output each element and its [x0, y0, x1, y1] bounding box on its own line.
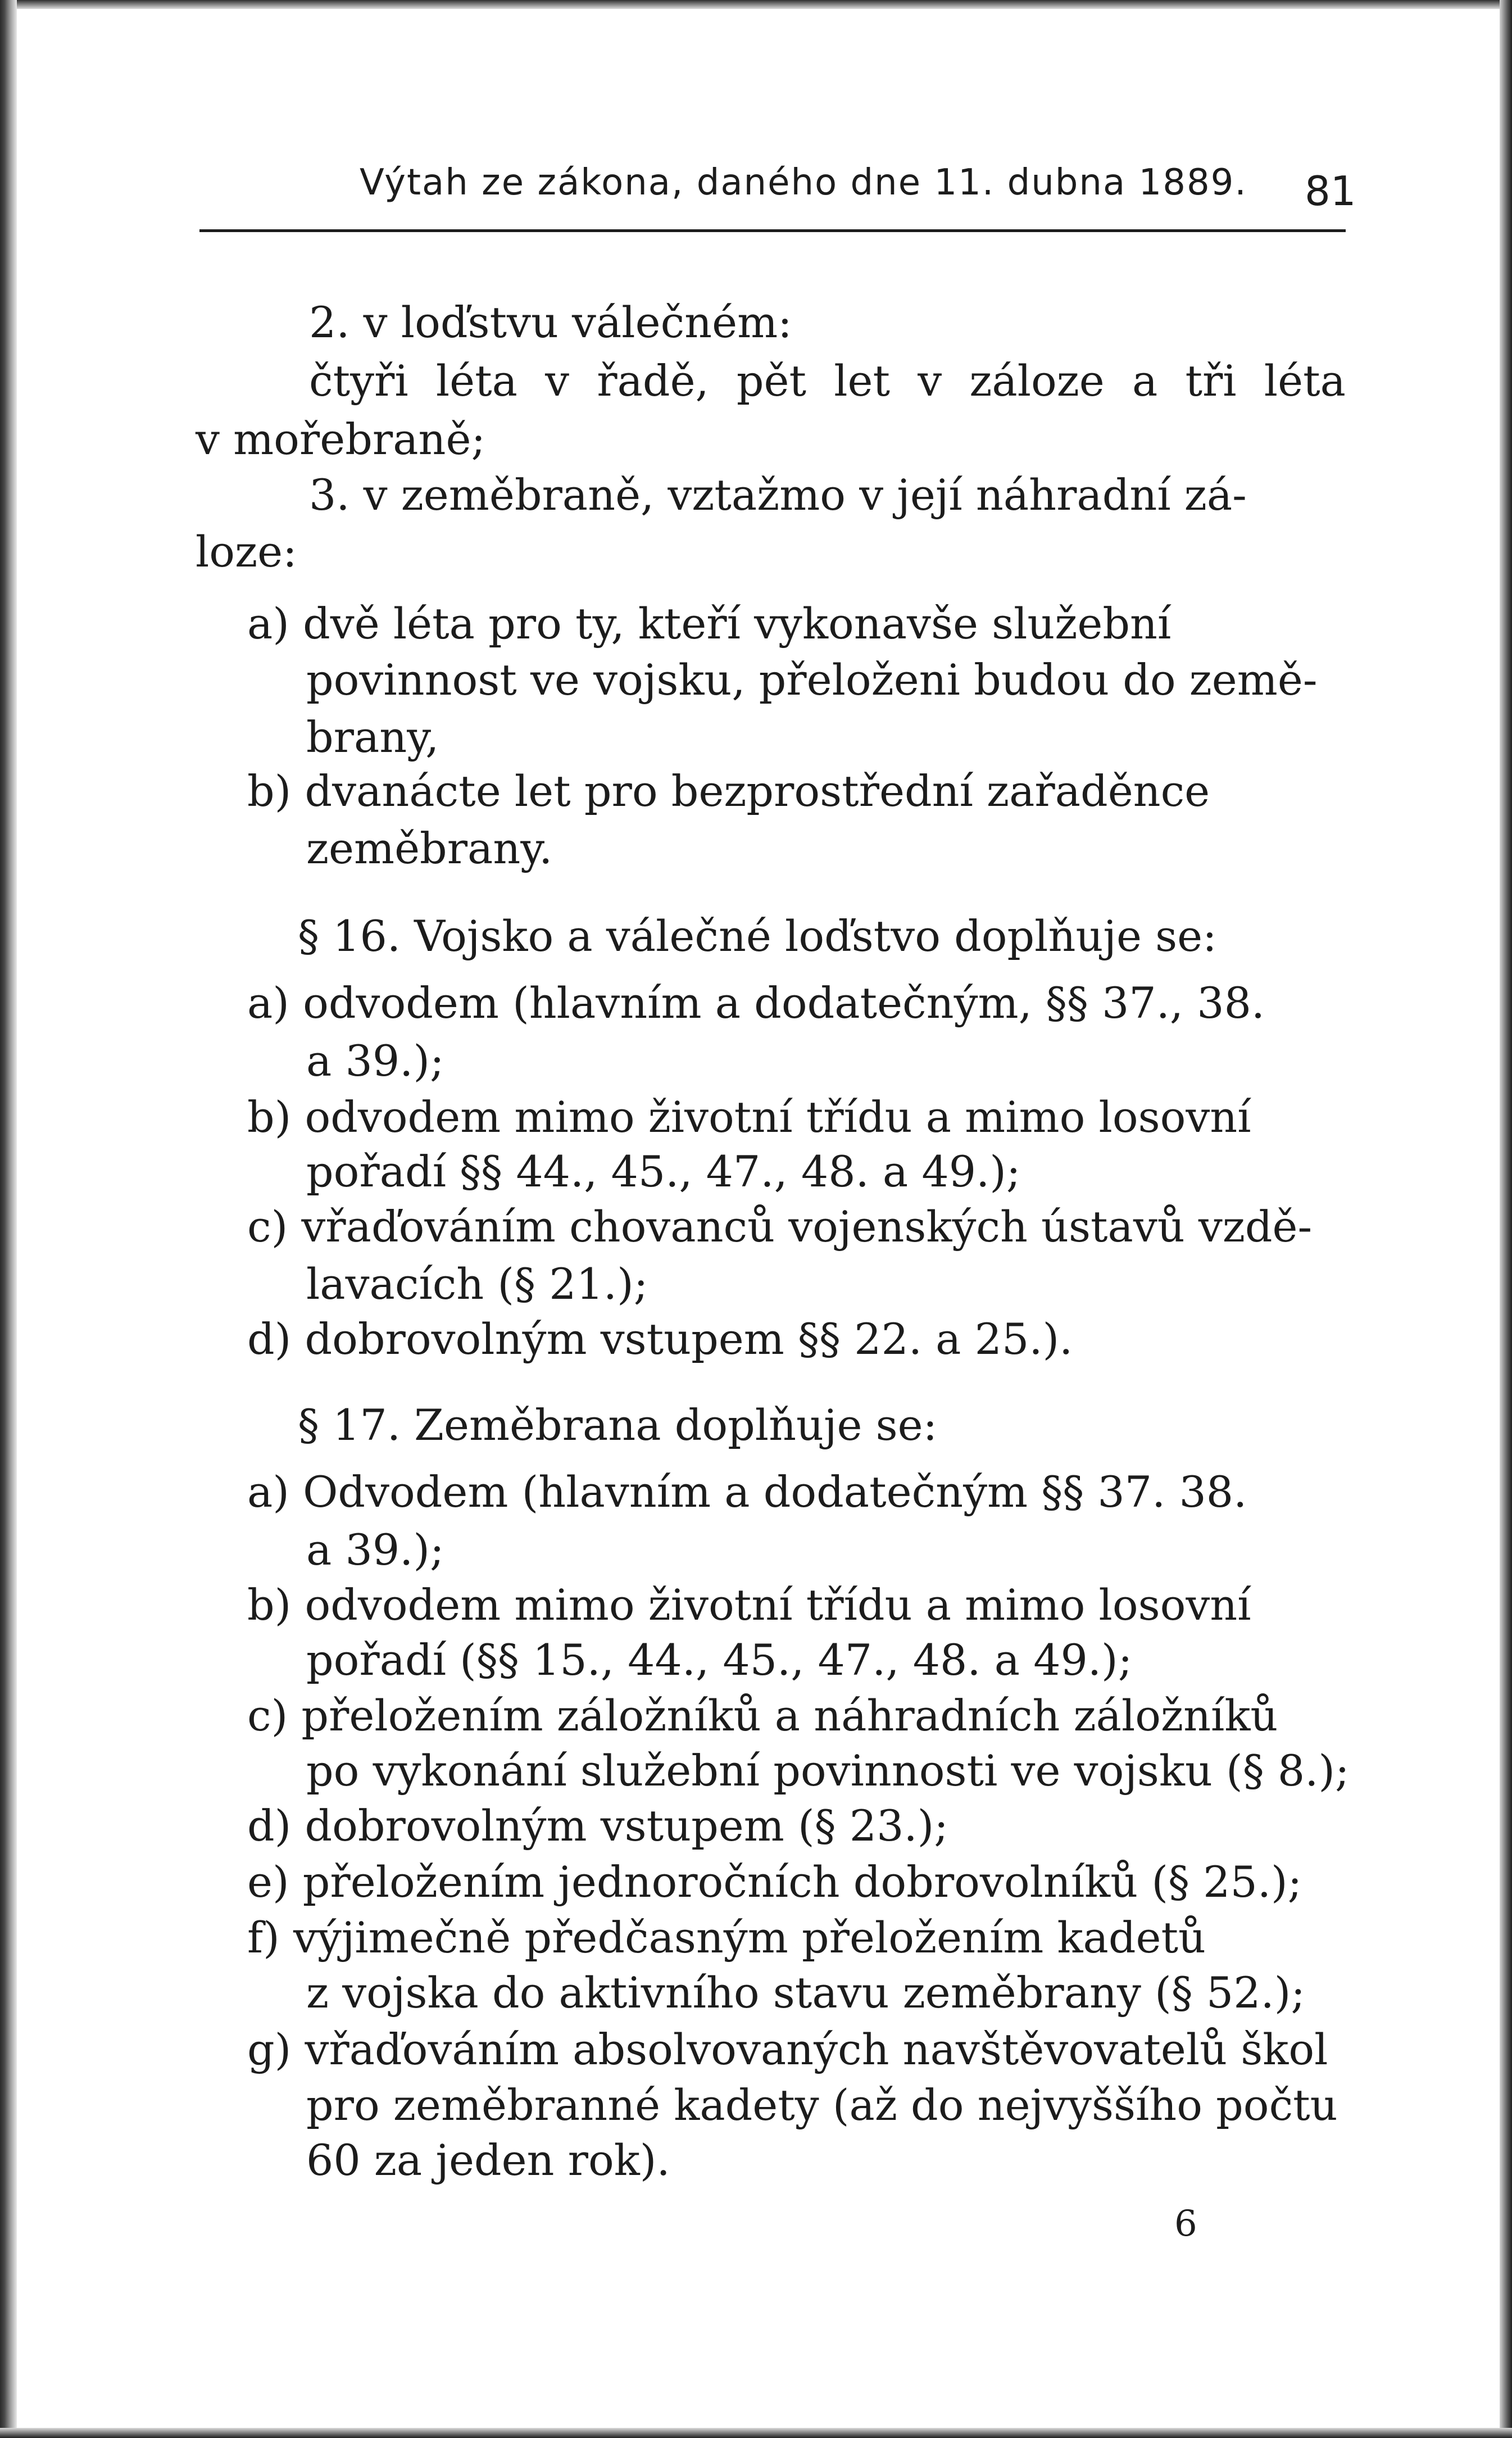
- text-line: f) výjimečně předčasným přeložením kadetů: [247, 1913, 1206, 1963]
- text-line: c) vřaďováním chovanců vojenských ústavů vzdě-: [247, 1202, 1313, 1252]
- text-line: b) dvanácte let pro bezprostřední zařaděnce: [247, 766, 1210, 816]
- section-heading: § 16. Vojsko a válečné loďstvo doplňuje se:: [298, 911, 1217, 961]
- text-line: povinnost ve vojsku, přeloženi budou do země-: [306, 655, 1318, 705]
- scan-edge-top: [0, 0, 1512, 9]
- text-line: 60 za jeden rok).: [306, 2135, 670, 2185]
- text-line: pořadí (§§ 15., 44., 45., 47., 48. a 49.);: [306, 1635, 1133, 1685]
- text-line: čtyři léta v řadě, pět let v záloze a tři léta: [309, 356, 1346, 406]
- text-line: v mořebraně;: [196, 414, 486, 464]
- text-line: c) přeložením záložníků a náhradních záložníků: [247, 1691, 1278, 1741]
- text-line: g) vřaďováním absolvovaných navštěvovatelů škol: [247, 2024, 1328, 2074]
- scan-edge-bottom: [0, 2428, 1512, 2438]
- section-heading: § 17. Zeměbrana doplňuje se:: [298, 1400, 938, 1450]
- text-line: brany,: [306, 712, 439, 762]
- page-number: 81: [1305, 167, 1356, 215]
- text-line: 3. v zeměbraně, vztažmo v její náhradní zá-: [309, 470, 1247, 520]
- header-rule: [199, 229, 1346, 232]
- text-line: loze:: [196, 527, 297, 577]
- text-line: a 39.);: [306, 1525, 444, 1575]
- text-line: b) odvodem mimo životní třídu a mimo losovní: [247, 1092, 1251, 1142]
- text-line: a 39.);: [306, 1036, 444, 1086]
- text-line: zeměbrany.: [306, 823, 553, 873]
- text-line: a) Odvodem (hlavním a dodatečným §§ 37. 38.: [247, 1467, 1247, 1517]
- running-head: Výtah ze zákona, daného dne 11. dubna 1889.: [360, 162, 1247, 203]
- text-line: a) odvodem (hlavním a dodatečným, §§ 37., 38.: [247, 978, 1265, 1028]
- text-line: e) přeložením jednoročních dobrovolníků (§ 25.);: [247, 1857, 1302, 1907]
- scan-edge-left: [0, 0, 17, 2438]
- text-line: a) dvě léta pro ty, kteří vykonavše služební: [247, 599, 1172, 649]
- text-line: d) dobrovolným vstupem (§ 23.);: [247, 1801, 948, 1851]
- text-line: pořadí §§ 44., 45., 47., 48. a 49.);: [306, 1147, 1021, 1197]
- text-line: b) odvodem mimo životní třídu a mimo losovní: [247, 1580, 1251, 1630]
- text-line: d) dobrovolným vstupem §§ 22. a 25.).: [247, 1314, 1073, 1364]
- text-line: pro zeměbranné kadety (až do nejvyššího počtu: [306, 2080, 1338, 2130]
- text-line: po vykonání služební povinnosti ve vojsku (§ 8.);: [306, 1746, 1350, 1796]
- text-line: lavacích (§ 21.);: [306, 1259, 648, 1309]
- text-line: z vojska do aktivního stavu zeměbrany (§ 52.);: [306, 1968, 1306, 2018]
- scan-edge-right: [1500, 0, 1512, 2438]
- signature-mark: 6: [1174, 2203, 1197, 2245]
- text-line: 2. v loďstvu válečném:: [309, 297, 792, 347]
